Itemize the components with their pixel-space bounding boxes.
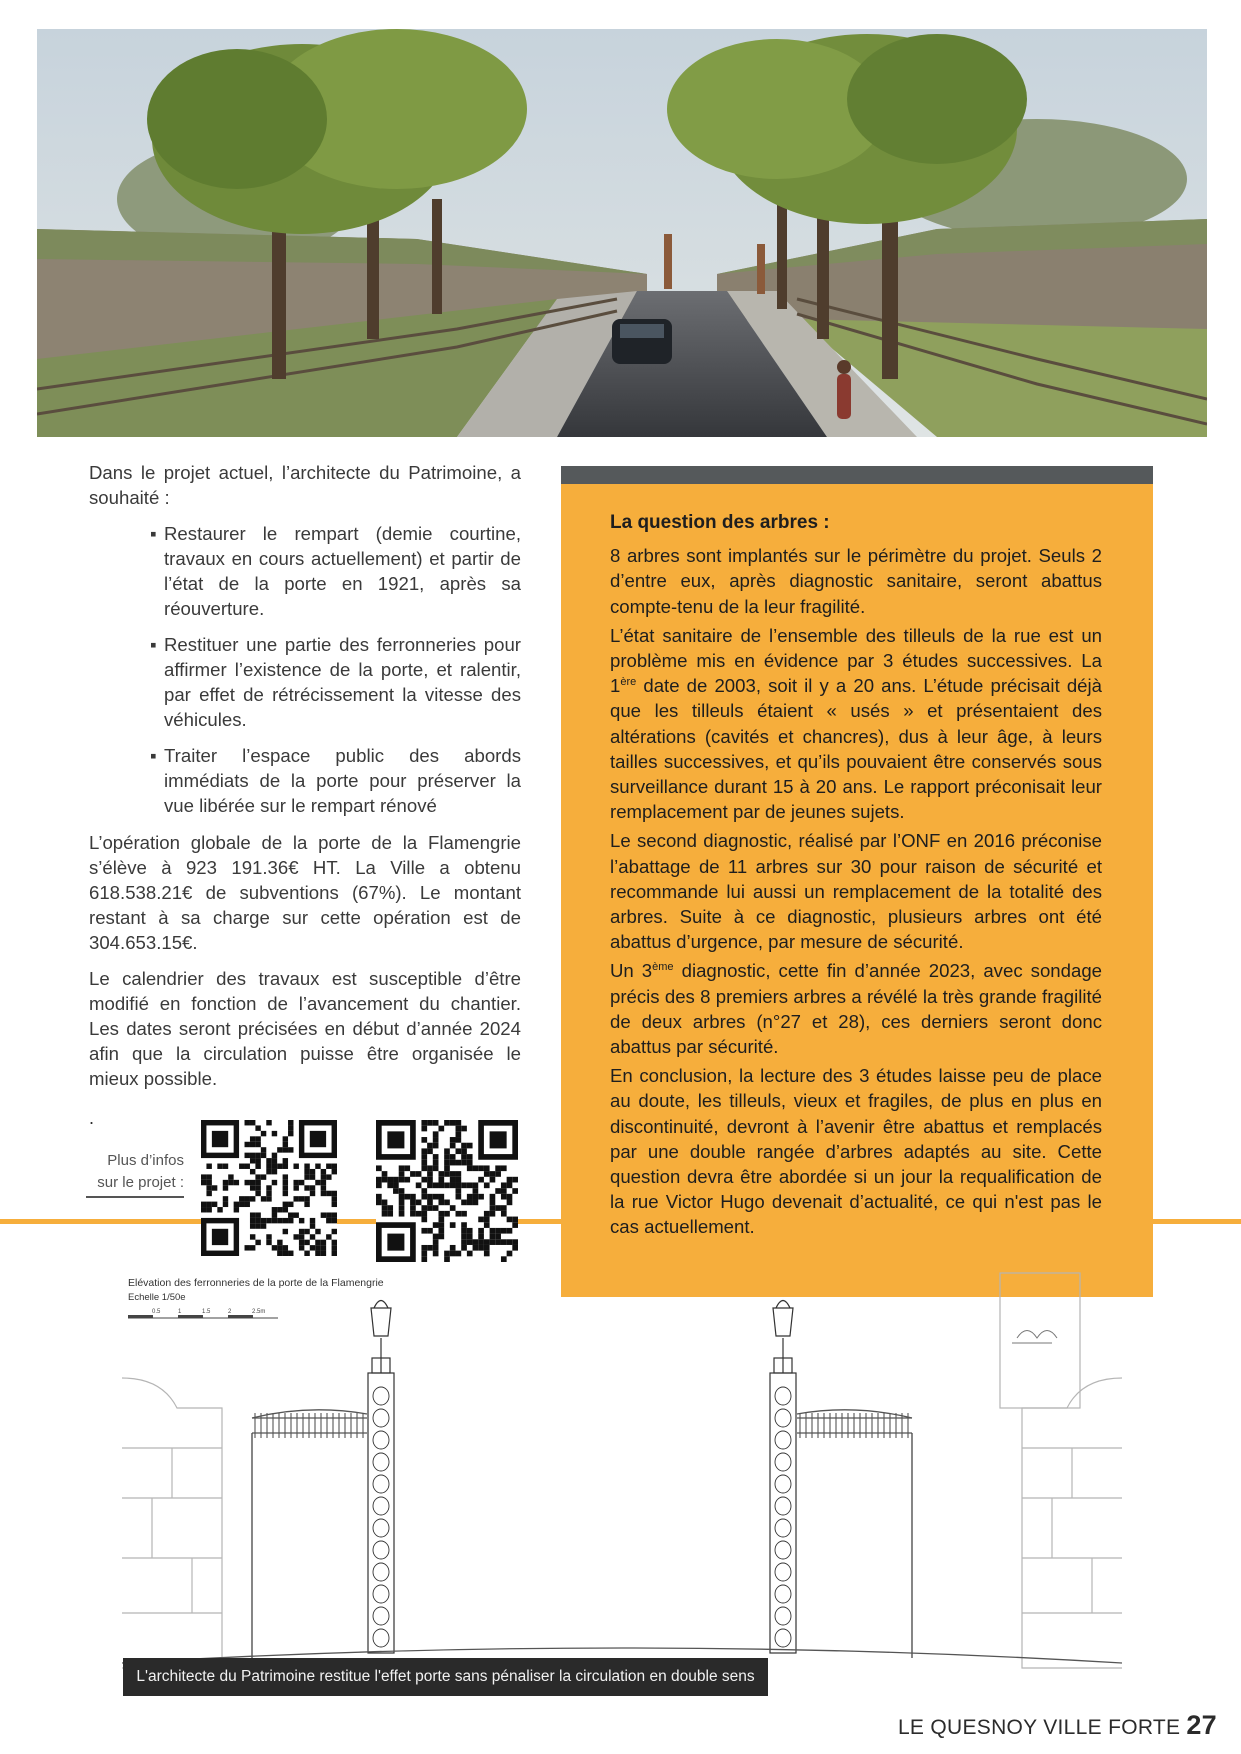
bullet-icon: ▪: [150, 745, 157, 766]
box-paragraph: Un 3ème diagnostic, cette fin d’année 2023, avec sondage précis des 8 premiers arbres a révélé la très grande fragilité de deux arbres (n°27 et 28), ces derniers seront donc abattus par sécurité.: [610, 960, 1103, 1058]
left-column: [89, 460, 521, 1102]
cost-paragraph: L’opération globale de la porte de la Flamengrie s’élève à 923 191.36€ HT. La Ville a obtenu 618.538.21€ de subventions (67%). Le montant restant à sa charge sur cette opération est de 304.653.15€.: [89, 832, 521, 953]
street-rendering-image: [37, 29, 1207, 437]
box-title: La question des arbres :: [610, 512, 830, 533]
list-item: ▪ Traiter l’espace public des abords immédiats de la porte pour préserver la vue libérée sur le rempart rénové: [150, 745, 521, 816]
bullet-icon: ▪: [150, 523, 157, 544]
orange-divider-right: [1153, 1219, 1241, 1224]
goals-list: [89, 521, 521, 818]
calendar-paragraph: Le calendrier des travaux est susceptible d’être modifié en fonction de l’avancement du chantier. Les dates seront précisées en début d’année 2024 afin que la circulation puisse être organisée le mieux possible.: [89, 968, 521, 1089]
drawing-title: Elévation des ferronneries de la porte de la Flamengrie: [128, 1277, 384, 1289]
trees-info-box: [561, 484, 1153, 1297]
intro-paragraph: Dans le projet actuel, l’architecte du Patrimoine, a souhaité :: [89, 462, 521, 508]
box-paragraph: L’état sanitaire de l’ensemble des tilleuls de la rue est un problème mis en évidence par 3 études successives. La 1ère date de 2003, soit il y a 20 ans. L’étude précisait déjà que les tilleuls étaient « usés » et présentaient des altérations (cavités et chancres), dus à leur âge, à leurs tailles successives, et qu’ils pouvaient être conservés sous surveillance durant 15 à 20 ans. Le rapport préconisait leur remplacement par de jeunes sujets.: [610, 624, 1102, 823]
qr-code-icon[interactable]: [376, 1120, 518, 1267]
image-caption: L'architecte du Patrimoine restitue l'effet porte sans pénaliser la circulation en double sens: [123, 1658, 768, 1696]
bullet-icon: ▪: [150, 634, 157, 655]
more-info-label: Plus d’infos sur le projet :: [86, 1150, 184, 1198]
box-paragraph: 8 arbres sont implantés sur le périmètre du projet. Seuls 2 d’entre eux, après diagnostic sanitaire, seront abattus compte-tenu de la leur fragilité.: [610, 545, 1102, 617]
page-footer: [898, 1710, 1217, 1741]
magazine-title: LE QUESNOY VILLE FORTE: [897, 1716, 1181, 1739]
box-paragraph: Le second diagnostic, réalisé par l’ONF en 2016 préconise l’abattage de 11 arbres sur 30 pour raison de sécurité et recommande lui aussi un remplacement de la totalité des arbres. Suite à ce diagnostic, plusieurs arbres ont été abattus d’urgence, par mesure de sécurité.: [610, 830, 1102, 953]
svg-text:0.5: 0.5: [152, 1309, 161, 1315]
box-paragraph: En conclusion, la lecture des 3 études laisse peu de place au doute, les tilleuls, vieux et fragiles, de plus en plus en discontinuité, devront à l’avenir être abattus et remplacés par une double rangée d’arbres adaptés au site. Cette question devra être abordée si un jour la requalification de la rue Victor Hugo devenait d’actualité, ce qui n'est pas le cas actuellement.: [610, 1065, 1102, 1238]
drawing-scale: Echelle 1/50e: [128, 1292, 186, 1303]
list-item: ▪ Restituer une partie des ferronneries pour affirmer l’existence de la porte, et ralentir, par effet de rétrécissement la vitesse des véhicules.: [150, 634, 521, 730]
svg-text:2: 2: [228, 1309, 232, 1315]
stray-dot: .: [89, 1108, 95, 1128]
svg-text:2.5m: 2.5m: [252, 1309, 266, 1315]
qr-code-icon[interactable]: [201, 1120, 337, 1261]
scale-bar: [128, 1309, 278, 1318]
list-item: ▪ Restaurer le rempart (demie courtine, travaux en cours actuellement) et partir de l’état de la porte en 1921, après sa réouverture.: [150, 523, 521, 619]
gate-elevation-drawing: [122, 1268, 1122, 1688]
svg-text:1.5: 1.5: [202, 1309, 211, 1315]
info-box-header-bar: [561, 466, 1153, 484]
page-number: 27: [1186, 1710, 1217, 1740]
svg-text:1: 1: [178, 1309, 182, 1315]
